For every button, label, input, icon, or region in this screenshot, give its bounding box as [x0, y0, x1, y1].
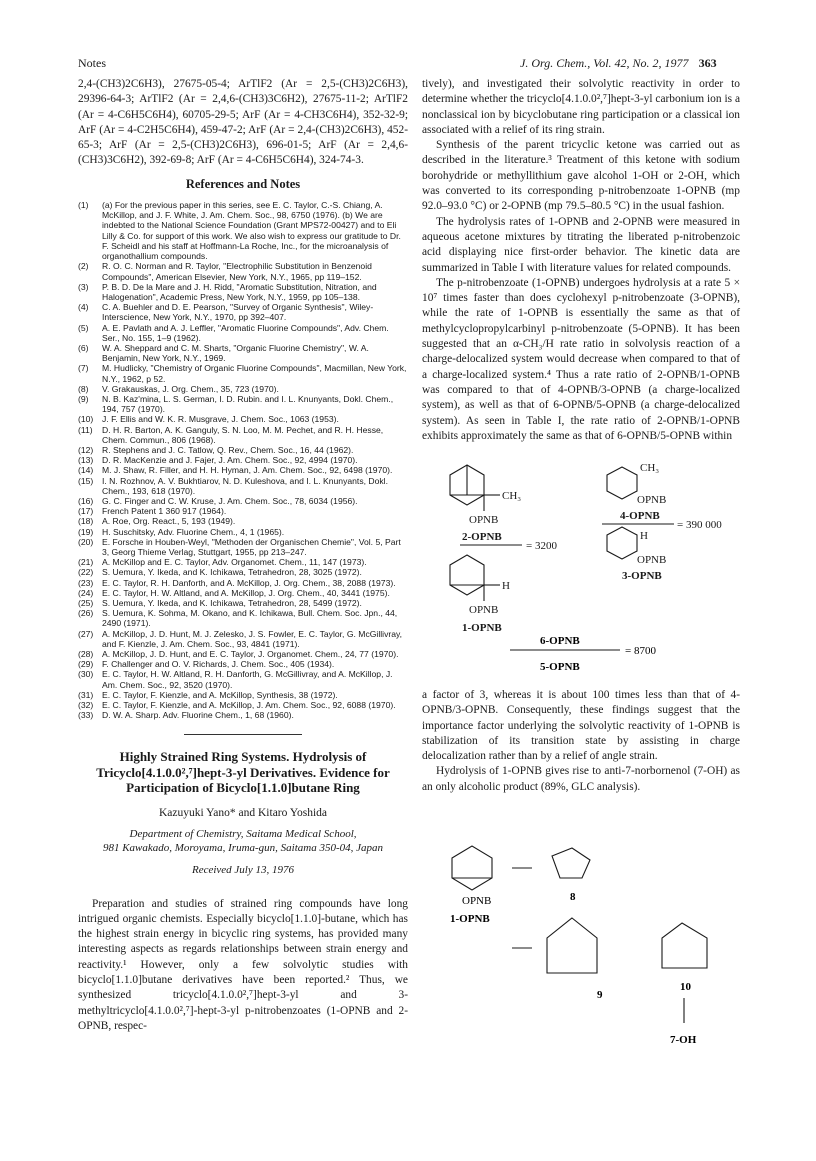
ch3-label-4: CH₃	[640, 462, 660, 474]
running-header-left: Notes	[78, 56, 106, 70]
reference-number: (24)	[78, 587, 94, 598]
right-paragraph-3: The hydrolysis rates of 1-OPNB and 2-OPNB were measured in aqueous acetone mixtures by titrating the liberated p-nitrobenzoic acid displaying nice first-order behavior. The kinetic data are summarized in Table I with literature values for related compounds.	[422, 215, 740, 274]
reference-item	[78, 598, 408, 608]
reference-number: (31)	[78, 689, 94, 700]
reference-item	[78, 302, 408, 322]
references-heading: References and Notes	[185, 176, 301, 191]
reference-text: R. O. C. Norman and R. Taylor, "Electrophilic Substitution in Benzenoid Compounds", American Elsevier, New York, N.Y., 1965, pp 119–152.	[102, 261, 372, 282]
reference-number: (32)	[78, 700, 94, 711]
reference-item	[78, 629, 408, 649]
ch3-label: CH₃	[502, 490, 522, 502]
reference-text: S. Uemura, Y. Ikeda, and K. Ichikawa, Tetrahedron, 28, 5499 (1972).	[102, 598, 362, 608]
article-divider	[184, 734, 302, 735]
reference-item	[78, 649, 408, 659]
right-paragraph-2: Synthesis of the parent tricyclic ketone was carried out as described in the literature.³ Treatment of this ketone with sodium borohydride or methyllithium gave alcohol 1-OH or 2-OH, which was converted to its corresponding p-nitrobenzoate 1-OPNB (mp 92.0–93.0 °C) or 2-OPNB (mp 79.5–80.5 °C) in the usual fashion.	[422, 139, 740, 213]
reference-item	[78, 476, 408, 496]
label-3-opnb: 3-OPNB	[622, 570, 662, 582]
label-5-opnb: 5-OPNB	[540, 661, 580, 673]
registry-numbers: 2,4-(CH3)2C6H3), 27675-05-4; ArTlF2 (Ar = 2,5-(CH3)2C6H3), 29396-64-3; ArTlF2 (Ar = 2,4,6-(CH3)3C6H2), 27675-11-2; ArTlF2 (Ar = 4-C6H5C6H4), 60705-29-5; ArF (Ar = 4-CH3C6H4), 352-32-9; ArF (Ar = 4-C2H5C6H4), 459-47-2; ArF (Ar = 2,4-(CH3)2C6H3), 452-65-3; ArF (Ar = 2,5-(CH3)2C6H3), 696-01-5; ArF (Ar = 2,4,6-(CH3)3C6H2), 392-69-8; ArF (Ar = 4-C6H5C6H4), 324-74-3.	[78, 78, 408, 167]
reference-item	[78, 659, 408, 669]
rate-ratio-scheme	[422, 455, 740, 635]
reference-number: (3)	[78, 281, 89, 292]
reference-text: S. Uemura, K. Sohma, M. Okano, and K. Ichikawa, Bull. Chem. Soc. Jpn., 44, 2490 (1971).	[102, 608, 398, 629]
reference-text: D. H. R. Barton, A. K. Ganguly, S. N. Loo, M. M. Pechet, and R. H. Hesse, Chem. Commun., 806 (1968).	[102, 424, 384, 445]
reference-text: C. A. Buehler and D. E. Pearson, "Survey of Organic Synthesis", Wiley-Interscience, New York, N.Y., 1970, pp 392–407.	[102, 302, 374, 323]
right-paragraph-4: The p-nitrobenzoate (1-OPNB) undergoes hydrolysis at a rate 5 × 10⁷ times faster than does cyclohexyl p-nitrobenzoate (3-OPNB), while the rate of 1-OPNB is essentially the same as that of methylcyclopropylcarbinyl p-nitrobenzoate (5-OPNB). It has been suggested that an α-CH₃/H rate ratio in solvolysis reaction of a charge-delocalized system would decrease when compared to that of a charge-localized system.⁴ Thus a rate ratio of 2-OPNB/1-OPNB was compared to that of 4-OPNB/3-OPNB (a charge-localized system), as well as that of 6-OPNB/5-OPNB (a charge-delocalized system). As seen in Table I, the rate ratio of 2-OPNB/1-OPNB exhibits approximately the same as that of 6-OPNB/5-OPNB within	[422, 276, 740, 442]
reference-text: French Patent 1 360 917 (1964).	[102, 506, 227, 517]
reference-number: (15)	[78, 475, 94, 486]
reference-text: (a) For the previous paper in this series, see E. C. Taylor, C.-S. Chiang, A. McKillop, and J. F. White, J. Am. Chem. Soc., 98, 6750 (1976). (b) We are indebted to the National Science Foundation (Grant MPS72-00427) and to Eli Lilly & Co. for support of this work. We also wish to express our gratitude to Dr. F. Scheidl and his staff at Hoffmann-La Roche, Inc., for the microanalysis of organothallium compounds.	[102, 200, 401, 262]
reference-number: (33)	[78, 710, 94, 721]
reference-number: (12)	[78, 444, 94, 455]
opnb-label: OPNB	[469, 514, 499, 526]
reference-number: (21)	[78, 557, 94, 568]
reference-text: M. Hudlicky, "Chemistry of Organic Fluorine Compounds", Macmillan, New York, N.Y., 1962, p 52.	[102, 363, 407, 384]
reference-text: R. Stephens and J. C. Tatlow, Q. Rev., Chem. Soc., 16, 44 (1962).	[102, 444, 354, 455]
reference-item	[78, 578, 408, 588]
reference-item	[78, 343, 408, 363]
structure-4-opnb	[607, 462, 666, 506]
reference-text: E. Forsche in Houben-Weyl, "Methoden der Organischen Chemie", Vol. 5, Part 3, Georg Thieme Verlag, Stuttgart, 1955, pp 213–247.	[102, 536, 401, 557]
reference-number: (2)	[78, 261, 89, 272]
reference-number: (28)	[78, 649, 94, 660]
scheme-6-5	[500, 630, 700, 680]
reference-number: (6)	[78, 342, 89, 353]
reference-item	[78, 363, 408, 383]
reference-item	[78, 496, 408, 506]
reference-item	[78, 384, 408, 394]
running-header-right	[520, 56, 717, 71]
reference-number: (26)	[78, 608, 94, 619]
rxn-label-7oh: 7-OH	[670, 1034, 697, 1046]
opnb-label-3: OPNB	[637, 554, 667, 566]
reference-text: E. C. Taylor, H. W. Altland, R. H. Danforth, G. McGillivray, and A. McKillop, J. Am. Chem. Soc., 92, 3520 (1970).	[102, 669, 393, 690]
reference-item	[78, 537, 408, 557]
reference-number: (19)	[78, 526, 94, 537]
h-label-3: H	[640, 530, 648, 542]
right-paragraph-1: tively), and investigated their solvolytic reactivity in order to determine whether the tricyclo[4.1.0.0²,⁷]hept-3-yl carbonium ion is a nonclassical ion by bicyclobutane ring participation or a classical ion associated with a relief of its ring strain.	[422, 78, 740, 136]
page-number: 363	[698, 56, 717, 70]
reference-number: (20)	[78, 536, 94, 547]
reference-item	[78, 323, 408, 343]
opnb-label-1: OPNB	[469, 604, 499, 616]
reference-item	[78, 200, 408, 261]
right-bottom-text	[422, 688, 740, 795]
reference-item	[78, 527, 408, 537]
reference-text: E. C. Taylor, F. Kienzle, and A. McKillop, Synthesis, 38 (1972).	[102, 689, 338, 700]
intro-paragraph: Preparation and studies of strained ring compounds have long intrigued organic chemists. Especially bicyclo[1.1.0]-butane, which has the highest strain energy in bicyclic ring systems, has provided many interesting aspects as regards relationships between strain energy and reactivity.¹ However, only a few solvolytic studies with bicyclo[1.1.0]butane derivatives have been reported.² Thus, we synthesized tricyclo[4.1.0.0²,⁷]hept-3-yl and 3-methyltricyclo[4.1.0.0²,⁷]-hept-3-yl p-nitrobenzoates (1-OPNB and 2-OPNB, respec-	[78, 897, 408, 1032]
reference-number: (22)	[78, 567, 94, 578]
reference-number: (18)	[78, 516, 94, 527]
reference-item	[78, 567, 408, 577]
reference-number: (11)	[78, 424, 93, 435]
received-date: Received July 13, 1976	[191, 864, 294, 877]
reference-number: (7)	[78, 363, 89, 374]
reference-text: D. R. MacKenzie and J. Fajer, J. Am. Chem. Soc., 92, 4994 (1970).	[102, 455, 358, 466]
structure-2-opnb	[450, 465, 521, 526]
ratio-2-value: = 3200	[526, 540, 557, 552]
reference-number: (1)	[78, 200, 89, 211]
reference-number: (10)	[78, 414, 94, 425]
reference-item	[78, 394, 408, 414]
reference-text: A. Roe, Org. React., 5, 193 (1949).	[102, 516, 236, 527]
reference-item	[78, 669, 408, 689]
reference-number: (8)	[78, 383, 89, 394]
journal-citation: J. Org. Chem., Vol. 42, No. 2, 1977	[520, 56, 689, 70]
right-bottom-paragraph-2: Hydrolysis of 1-OPNB gives rise to anti-7-norbornenol (7-OH) as an only alcoholic product (89%, GLC analysis).	[422, 765, 740, 793]
opnb-label-4: OPNB	[637, 494, 667, 506]
reference-text: V. Grakauskas, J. Org. Chem., 35, 723 (1970).	[102, 383, 279, 394]
reference-item	[78, 608, 408, 628]
reference-number: (30)	[78, 669, 94, 680]
reference-number: (27)	[78, 628, 94, 639]
ratio-2-numerator: 2-OPNB	[462, 531, 502, 543]
reference-text: H. Suschitsky, Adv. Fluorine Chem., 4, 1 (1965).	[102, 526, 285, 537]
opnb-label-rxn: OPNB	[462, 895, 492, 907]
reference-item	[78, 588, 408, 598]
reference-text: D. W. A. Sharp. Adv. Fluorine Chem., 1, 68 (1960).	[102, 710, 294, 721]
reference-item	[78, 710, 408, 720]
ratio-6-numerator: 6-OPNB	[540, 635, 580, 647]
ratio-4-value: = 390 000	[677, 519, 722, 531]
reference-text: I. N. Rozhnov, A. V. Bukhtiarov, N. D. Kuleshova, and I. L. Knunyants, Dokl. Chem., 193, 618 (1970).	[102, 475, 388, 496]
rxn-label-10: 10	[680, 981, 691, 993]
reference-text: G. C. Finger and C. W. Kruse, J. Am. Chem. Soc., 78, 6034 (1956).	[102, 495, 358, 506]
reference-item	[78, 455, 408, 465]
right-bottom-paragraph-1: a factor of 3, whereas it is about 100 times less than that of 4-OPNB/3-OPNB. Consequently, these findings suggest that the importance factor underlying the solvolytic reactivity of 1-OPNB is stabilization of its transition state by assisting in charge delocalization rather than by a relief of angle strain.	[422, 689, 740, 763]
reaction-scheme	[422, 838, 740, 1098]
affiliation-line-1: Department of Chemistry, Saitama Medical School,	[129, 828, 357, 841]
reference-text: P. B. D. De la Mare and J. H. Ridd, "Aromatic Substitution, Nitration, and Halogenation", Academic Press, New York, N.Y., 1959, pp 105–138.	[102, 281, 377, 302]
rxn-label-8: 8	[570, 891, 576, 903]
reference-text: S. Uemura, Y. Ikeda, and K. Ichikawa, Tetrahedron, 28, 3025 (1972).	[102, 567, 362, 578]
reference-text: E. C. Taylor, R. H. Danforth, and A. McKillop, J. Org. Chem., 38, 2088 (1973).	[102, 577, 396, 588]
reference-item	[78, 690, 408, 700]
ratio-4-numerator: 4-OPNB	[620, 510, 660, 522]
reference-number: (29)	[78, 659, 94, 670]
reference-item	[78, 445, 408, 455]
references-list	[78, 200, 408, 720]
reference-item	[78, 700, 408, 710]
reference-number: (4)	[78, 302, 89, 313]
reference-number: (5)	[78, 322, 89, 333]
rxn-label-1: 1-OPNB	[450, 913, 490, 925]
ratio-6-value: = 8700	[625, 645, 656, 657]
reference-text: E. C. Taylor, H. W. Altland, and A. McKillop, J. Org. Chem., 40, 3441 (1975).	[102, 587, 390, 598]
reference-text: E. C. Taylor, F. Kienzle, and A. McKillop, J. Am. Chem. Soc., 92, 6088 (1970).	[102, 700, 396, 711]
reference-number: (14)	[78, 465, 94, 476]
reference-number: (23)	[78, 577, 94, 588]
reference-text: A. E. Pavlath and A. J. Leffler, "Aromatic Fluorine Compounds", Adv. Chem. Ser., No. 155, 1–9 (1962).	[102, 322, 389, 343]
affiliation-line-2: 981 Kawakado, Moroyama, Iruma-gun, Saitama 350-04, Japan	[102, 842, 384, 855]
label-1-opnb: 1-OPNB	[462, 622, 502, 634]
reference-number: (9)	[78, 393, 89, 404]
reference-item	[78, 261, 408, 281]
structure-1-opnb	[450, 555, 510, 616]
reference-number: (17)	[78, 506, 94, 517]
structure-3-opnb	[607, 527, 666, 566]
reference-item	[78, 282, 408, 302]
reference-item	[78, 465, 408, 475]
reference-item	[78, 516, 408, 526]
reference-text: J. F. Ellis and W. K. R. Musgrave, J. Chem. Soc., 1063 (1953).	[102, 414, 339, 425]
left-column	[78, 77, 408, 1034]
reference-item	[78, 425, 408, 445]
reference-number: (16)	[78, 495, 94, 506]
article-authors: Kazuyuki Yano* and Kitaro Yoshida	[158, 806, 328, 819]
reference-text: A. McKillop, J. D. Hunt, and E. C. Taylor, J. Organomet. Chem., 24, 77 (1970).	[102, 649, 399, 660]
h-label: H	[502, 580, 510, 592]
reference-text: A. McKillop and E. C. Taylor, Adv. Organomet. Chem., 11, 147 (1973).	[102, 557, 367, 568]
reference-number: (13)	[78, 455, 94, 466]
reference-text: W. A. Sheppard and C. M. Sharts, "Organic Fluorine Chemistry", W. A. Benjamin, New York, N.Y., 1969.	[102, 342, 369, 364]
reference-item	[78, 557, 408, 567]
right-column	[422, 77, 740, 444]
reference-item	[78, 506, 408, 516]
rxn-label-9: 9	[597, 989, 603, 1001]
reference-text: N. B. Kaz'mina, L. S. German, I. D. Rubin. and I. L. Knunyants, Dokl. Chem., 194, 757 (1970).	[102, 393, 394, 415]
reference-text: M. J. Shaw, R. Filler, and H. H. Hyman, J. Am. Chem. Soc., 92, 6498 (1970).	[102, 465, 393, 476]
reference-number: (25)	[78, 598, 94, 608]
article-title: Highly Strained Ring Systems. Hydrolysis of Tricyclo[4.1.0.0²,⁷]hept-3-yl Derivatives. Evidence for Participation of Bicyclo[1.1.0]butane Ring	[96, 749, 390, 796]
reference-text: A. McKillop, J. D. Hunt, M. J. Zelesko, J. S. Fowler, E. C. Taylor, G. McGillivray, and F. Kienzle, J. Am. Chem. Soc., 93, 4841 (1971).	[102, 628, 403, 649]
reference-text: F. Challenger and O. V. Richards, J. Chem. Soc., 405 (1934).	[102, 659, 335, 670]
reference-item	[78, 414, 408, 424]
